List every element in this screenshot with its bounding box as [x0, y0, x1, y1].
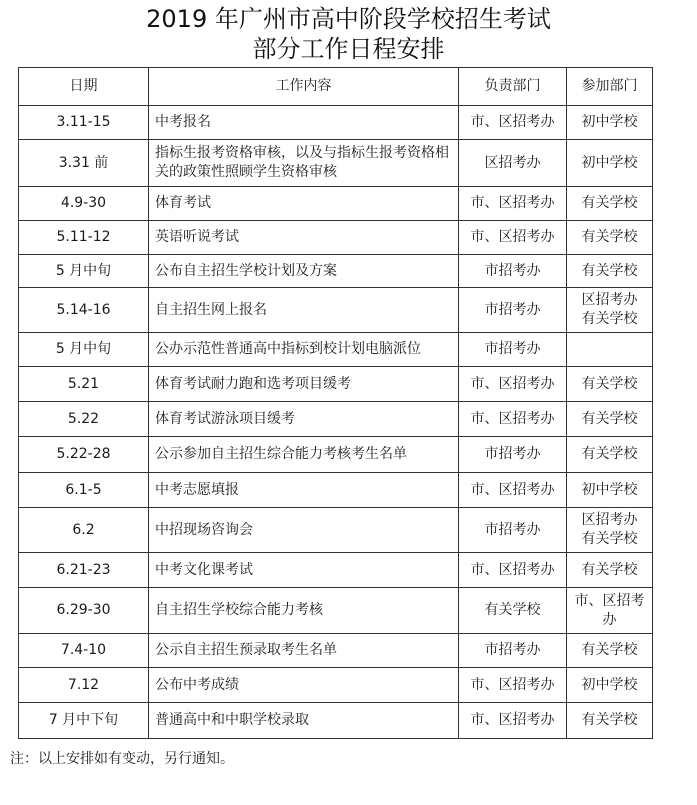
cell-participants: 区招考办 有关学校: [567, 508, 653, 553]
cell-responsible: 市招考办: [459, 333, 567, 367]
cell-responsible: 市招考办: [459, 255, 567, 288]
cell-date: 7 月中下旬: [19, 703, 149, 739]
cell-task: 公示自主招生预录取考生名单: [149, 634, 459, 668]
schedule-table: [18, 67, 653, 739]
cell-task: 中招现场咨询会: [149, 508, 459, 553]
cell-participants: 初中学校: [567, 668, 653, 703]
cell-responsible: 市、区招考办: [459, 553, 567, 588]
cell-responsible: 市、区招考办: [459, 106, 567, 140]
cell-participants: 有关学校: [567, 255, 653, 288]
table-row: [19, 553, 653, 588]
cell-responsible: 市、区招考办: [459, 703, 567, 739]
header-task: 工作内容: [149, 68, 459, 106]
page-subtitle: 部分工作日程安排: [252, 35, 445, 63]
cell-responsible: 区招考办: [459, 140, 567, 187]
page-title: 2019 年广州市高中阶段学校招生考试: [146, 5, 551, 33]
table-header-row: [19, 68, 653, 106]
table-row: [19, 508, 653, 553]
cell-responsible: 市、区招考办: [459, 221, 567, 255]
cell-responsible: 市招考办: [459, 508, 567, 553]
cell-responsible: 市、区招考办: [459, 473, 567, 508]
cell-date: 6.2: [19, 508, 149, 553]
cell-task: 自主招生学校综合能力考核: [149, 588, 459, 634]
cell-date: 6.21-23: [19, 553, 149, 588]
cell-task: 普通高中和中职学校录取: [149, 703, 459, 739]
cell-participants: 有关学校: [567, 221, 653, 255]
cell-participants: 有关学校: [567, 367, 653, 402]
cell-task: 公布自主招生学校计划及方案: [149, 255, 459, 288]
table-row: [19, 333, 653, 367]
table-row: [19, 588, 653, 634]
cell-responsible: 市招考办: [459, 634, 567, 668]
cell-date: 5 月中旬: [19, 333, 149, 367]
cell-date: 5.22: [19, 402, 149, 437]
cell-participants: 有关学校: [567, 402, 653, 437]
cell-task: 公示参加自主招生综合能力考核考生名单: [149, 437, 459, 473]
table-row: [19, 288, 653, 333]
table-row: [19, 221, 653, 255]
table-row: [19, 634, 653, 668]
table-row: [19, 703, 653, 739]
cell-task: 公布中考成绩: [149, 668, 459, 703]
cell-date: 3.31 前: [19, 140, 149, 187]
cell-task: 公办示范性普通高中指标到校计划电脑派位: [149, 333, 459, 367]
cell-participants: [567, 333, 653, 367]
table-row: [19, 187, 653, 221]
cell-task: 指标生报考资格审核，以及与指标生报考资格相关的政策性照顾学生资格审核: [149, 140, 459, 187]
cell-participants: 初中学校: [567, 140, 653, 187]
header-participants: 参加部门: [567, 68, 653, 106]
cell-task: 中考报名: [149, 106, 459, 140]
cell-date: 6.29-30: [19, 588, 149, 634]
cell-participants: 有关学校: [567, 437, 653, 473]
footnote: 注：以上安排如有变动，另行通知。: [10, 751, 234, 767]
cell-date: 3.11-15: [19, 106, 149, 140]
cell-task: 中考文化课考试: [149, 553, 459, 588]
cell-date: 4.9-30: [19, 187, 149, 221]
cell-date: 5.22-28: [19, 437, 149, 473]
cell-date: 7.4-10: [19, 634, 149, 668]
cell-participants: 初中学校: [567, 106, 653, 140]
cell-date: 5.11-12: [19, 221, 149, 255]
cell-responsible: 市、区招考办: [459, 668, 567, 703]
cell-responsible: 市、区招考办: [459, 187, 567, 221]
cell-participants: 有关学校: [567, 634, 653, 668]
cell-responsible: 市、区招考办: [459, 367, 567, 402]
table-row: [19, 367, 653, 402]
cell-date: 5 月中旬: [19, 255, 149, 288]
cell-participants: 有关学校: [567, 703, 653, 739]
cell-participants: 区招考办 有关学校: [567, 288, 653, 333]
cell-responsible: 市招考办: [459, 288, 567, 333]
cell-task: 自主招生网上报名: [149, 288, 459, 333]
table-row: [19, 255, 653, 288]
cell-date: 7.12: [19, 668, 149, 703]
table-row: [19, 106, 653, 140]
cell-task: 体育考试: [149, 187, 459, 221]
cell-participants: 有关学校: [567, 187, 653, 221]
cell-date: 5.14-16: [19, 288, 149, 333]
cell-task: 体育考试耐力跑和选考项目缓考: [149, 367, 459, 402]
table-row: [19, 668, 653, 703]
cell-date: 5.21: [19, 367, 149, 402]
header-responsible: 负责部门: [459, 68, 567, 106]
table-row: [19, 402, 653, 437]
cell-date: 6.1-5: [19, 473, 149, 508]
cell-responsible: 有关学校: [459, 588, 567, 634]
cell-participants: 初中学校: [567, 473, 653, 508]
schedule-table-body: [19, 106, 653, 739]
header-date: 日期: [19, 68, 149, 106]
table-row: [19, 437, 653, 473]
cell-responsible: 市招考办: [459, 437, 567, 473]
cell-task: 英语听说考试: [149, 221, 459, 255]
cell-participants: 有关学校: [567, 553, 653, 588]
cell-participants: 市、区招考办: [567, 588, 653, 634]
cell-task: 中考志愿填报: [149, 473, 459, 508]
cell-responsible: 市、区招考办: [459, 402, 567, 437]
table-row: [19, 140, 653, 187]
cell-task: 体育考试游泳项目缓考: [149, 402, 459, 437]
table-row: [19, 473, 653, 508]
